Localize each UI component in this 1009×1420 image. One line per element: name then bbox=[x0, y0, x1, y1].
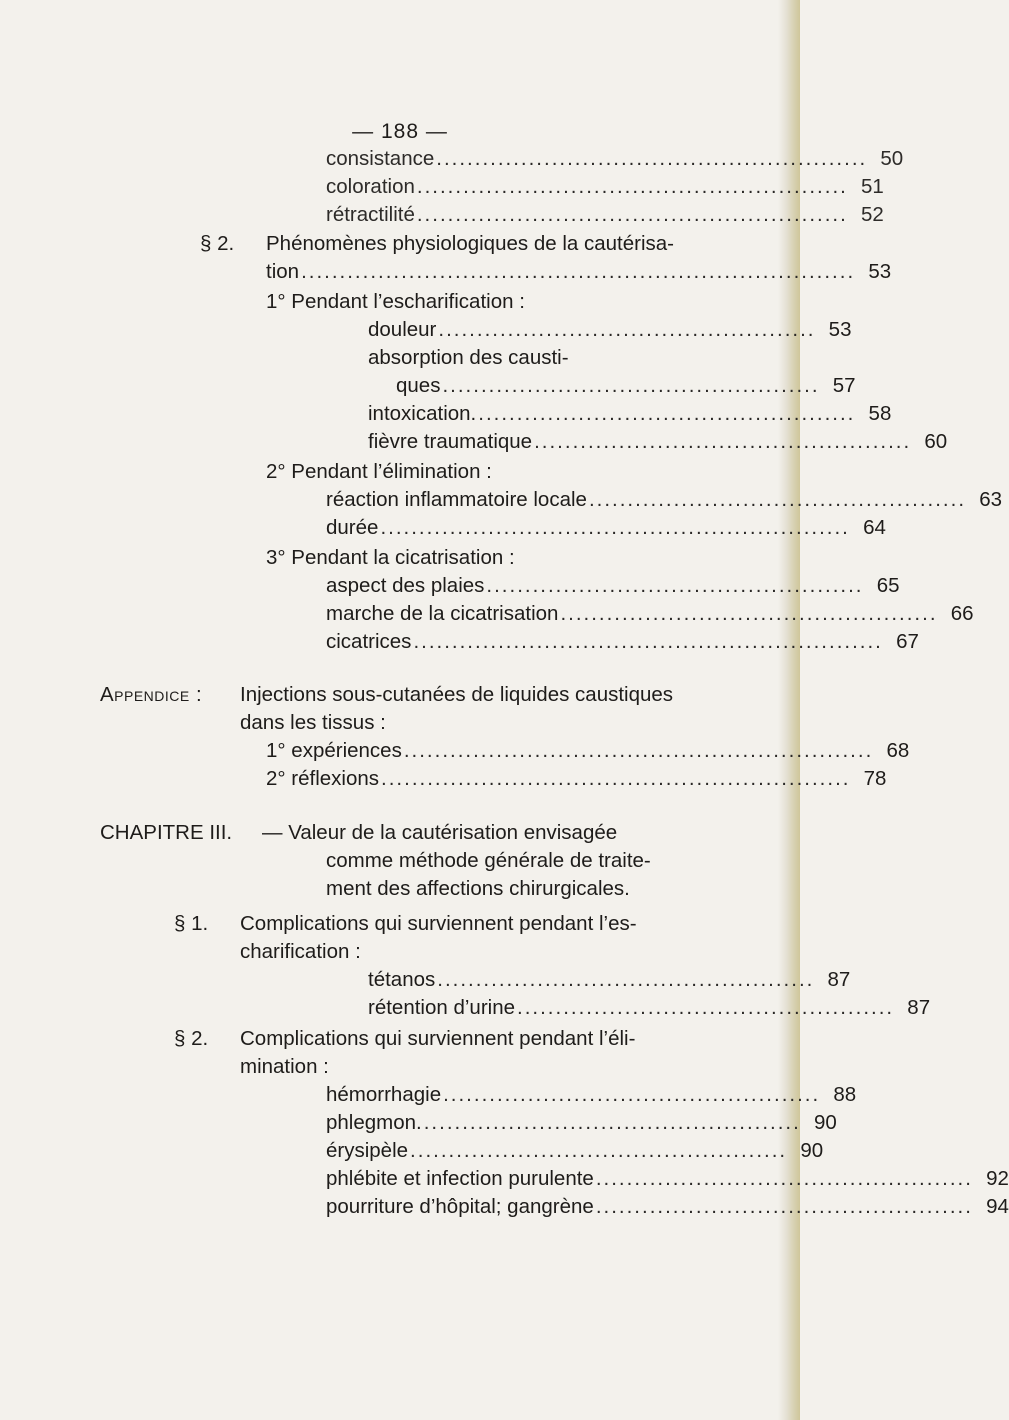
toc-entry-hemorrhagie: hémorrhagie ................................................. 88 bbox=[326, 1083, 857, 1106]
toc-entry-fievre: fièvre traumatique ................................................. 60 bbox=[368, 430, 948, 453]
toc-entry-cicatrices: cicatrices ............................................................. 67 bbox=[326, 630, 919, 653]
entry-page: 52 bbox=[861, 203, 884, 226]
leader-dots: ................................................. bbox=[534, 430, 912, 453]
toc-entry-absorption: absorption des causti- bbox=[368, 346, 569, 369]
section-marker: § 2. bbox=[174, 1027, 209, 1050]
appendix-heading-cont: dans les tissus : bbox=[240, 711, 386, 734]
section-heading: Complications qui surviennent pendant l’éli- bbox=[240, 1027, 636, 1050]
toc-entry-erysipele: érysipèle ................................................. 90 bbox=[326, 1139, 824, 1162]
subsection-heading: 1° Pendant l’escharification : bbox=[266, 290, 525, 313]
toc-entry-retractilite bbox=[326, 202, 884, 228]
leader-dots: ................................................. bbox=[595, 1167, 973, 1190]
leader-dots: ................................................. bbox=[437, 968, 815, 991]
toc-entry-douleur: douleur ................................................. 53 bbox=[368, 318, 852, 341]
leader-dots: ................................................. bbox=[517, 996, 895, 1019]
toc-entry-marche: marche de la cicatrisation ................................................. 66 bbox=[326, 602, 974, 625]
section-heading-cont: tion ........................................................................ 53 bbox=[266, 260, 892, 283]
leader-dots: ........................................................ bbox=[436, 147, 868, 170]
leader-dots: ................................................. bbox=[438, 318, 816, 341]
leader-dots: ................................................. bbox=[478, 402, 856, 425]
leader-dots: ................................................. bbox=[588, 488, 967, 511]
leader-dots: ........................................................................ bbox=[301, 260, 856, 283]
chapter-heading: — Valeur de la cautérisation envisagée bbox=[262, 821, 618, 844]
toc-entry-retention: rétention d’urine ................................................. 87 bbox=[368, 996, 931, 1019]
section-heading-cont: charification : bbox=[240, 940, 361, 963]
toc-entry-phlegmon: phlegmon. ................................................. 90 bbox=[326, 1111, 837, 1134]
chapter-heading-cont: ment des affections chirurgicales. bbox=[326, 877, 630, 900]
chapter-heading-cont: comme méthode générale de traite- bbox=[326, 849, 651, 872]
toc-entry-reaction: réaction inflammatoire locale ................................................. 63 bbox=[326, 488, 1003, 511]
toc-entry-consistance bbox=[326, 146, 904, 172]
section-heading: Complications qui surviennent pendant l’es- bbox=[240, 912, 637, 935]
leader-dots: ................................................. bbox=[423, 1111, 801, 1134]
entry-text: rétractilité bbox=[326, 203, 415, 226]
appendix-heading: Injections sous-cutanées de liquides caustiques bbox=[240, 683, 674, 706]
leader-dots: ........................................................ bbox=[416, 175, 848, 198]
section-heading: Phénomènes physiologiques de la cautérisa- bbox=[266, 232, 674, 255]
section-heading-cont: mination : bbox=[240, 1055, 329, 1078]
page-number: — 188 — bbox=[352, 120, 448, 143]
leader-dots: ................................................. bbox=[595, 1195, 973, 1218]
toc-entry-pourriture: pourriture d’hôpital; gangrène ................................................. 94 bbox=[326, 1195, 1009, 1218]
section-marker: § 2. bbox=[200, 232, 235, 255]
entry-page: 51 bbox=[861, 175, 884, 198]
toc-entry-coloration bbox=[326, 174, 884, 200]
toc-entry-aspect: aspect des plaies ................................................. 65 bbox=[326, 574, 900, 597]
leader-dots: ................................................. bbox=[560, 602, 938, 625]
leader-dots: ............................................................. bbox=[413, 630, 883, 653]
chapter-label: CHAPITRE III. bbox=[100, 821, 233, 844]
leader-dots: ................................................. bbox=[486, 574, 864, 597]
toc-entry-ques: ques ................................................. 57 bbox=[396, 374, 856, 397]
toc-entry-reflexions: 2° réflexions ............................................................. 78 bbox=[266, 767, 887, 790]
entry-text: consistance bbox=[326, 147, 435, 170]
entry-text: coloration bbox=[326, 175, 415, 198]
toc-entry-phlebite: phlébite et infection purulente ................................................. 92 bbox=[326, 1167, 1009, 1190]
leader-dots: ................................................. bbox=[410, 1139, 788, 1162]
subsection-heading: 3° Pendant la cicatrisation : bbox=[266, 546, 515, 569]
leader-dots: ........................................................ bbox=[416, 203, 848, 226]
toc-entry-experiences: 1° expériences ............................................................. 68 bbox=[266, 739, 910, 762]
toc-entry-tetanos: tétanos ................................................. 87 bbox=[368, 968, 851, 991]
toc-entry-intoxication: intoxication. ................................................. 58 bbox=[368, 402, 892, 425]
subsection-heading: 2° Pendant l’élimination : bbox=[266, 460, 492, 483]
leader-dots: ................................................. bbox=[442, 374, 820, 397]
leader-dots: ............................................................. bbox=[381, 767, 851, 790]
section-marker: § 1. bbox=[174, 912, 209, 935]
entry-page: 50 bbox=[880, 147, 904, 170]
toc-entry-duree: durée ............................................................. 64 bbox=[326, 516, 886, 539]
leader-dots: ............................................................. bbox=[403, 739, 874, 762]
leader-dots: ................................................. bbox=[443, 1083, 821, 1106]
leader-dots: ............................................................. bbox=[380, 516, 850, 539]
appendix-label: Appendice : bbox=[100, 683, 203, 706]
entry-page: 53 bbox=[868, 260, 892, 283]
